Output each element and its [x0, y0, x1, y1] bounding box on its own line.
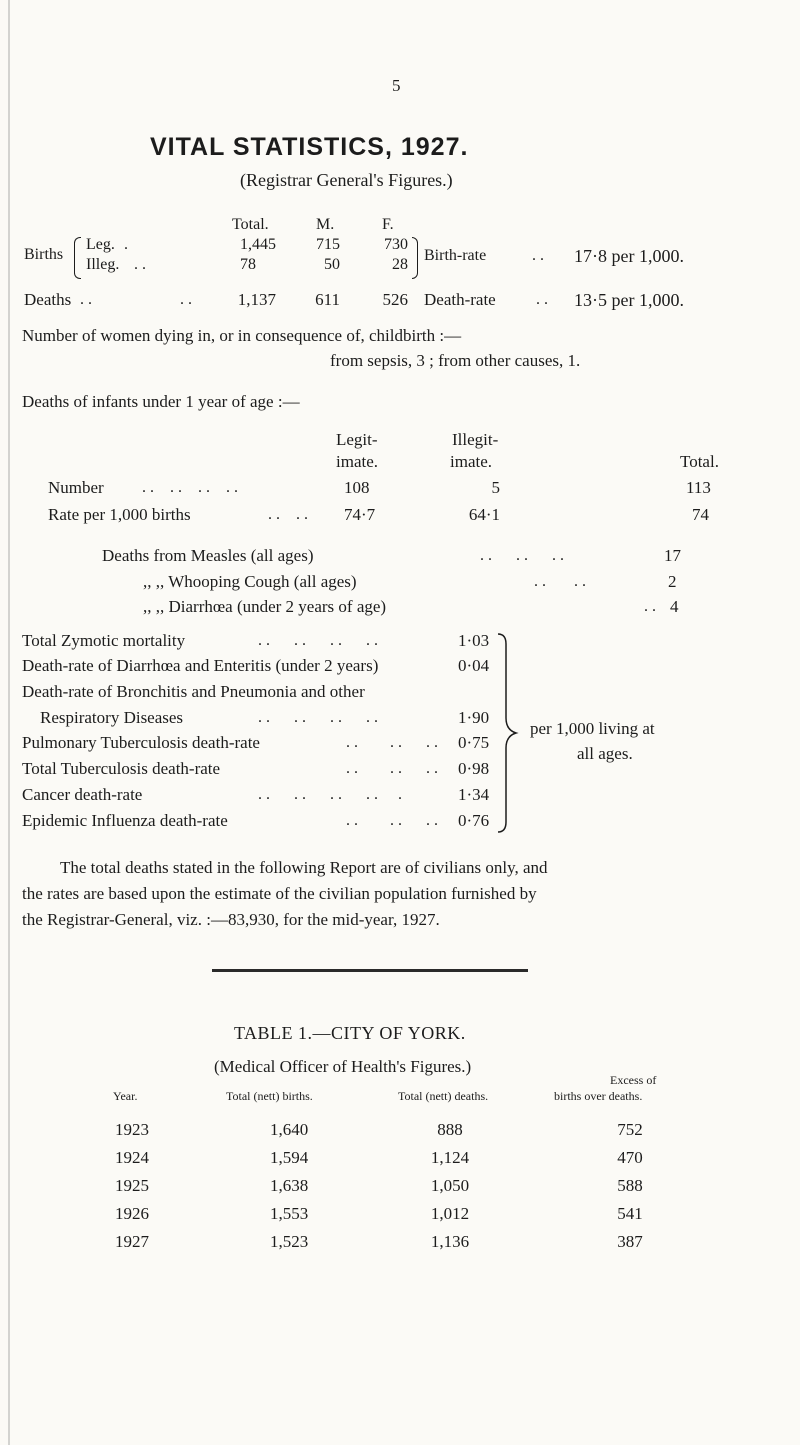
paragraph-line-2: the rates are based upon the estimate of the civilian population furnished by: [22, 884, 537, 903]
deaths-female: 526: [382, 290, 408, 309]
page-subtitle: (Registrar General's Figures.): [240, 170, 453, 190]
page-margin-shadow: [8, 0, 10, 1445]
infant-row-label: Rate per 1,000 births: [48, 505, 191, 524]
cell-excess: 588: [617, 1176, 643, 1195]
cause-diarrhoea-value: 4: [670, 597, 679, 616]
cell-year: 1925: [115, 1176, 149, 1195]
table1-title: TABLE 1.—CITY OF YORK.: [234, 1023, 466, 1043]
col-legit-line2: imate.: [336, 452, 379, 471]
table1-header-excess-2: births over deaths.: [554, 1089, 643, 1103]
infant-rate-total: 74: [692, 505, 709, 524]
birth-rate-label: Birth-rate: [424, 247, 487, 264]
dot-leader: . . . .: [268, 506, 308, 523]
cell-deaths: 1,012: [430, 1204, 470, 1223]
dot-leader: . .: [80, 291, 92, 308]
page-number: 5: [392, 76, 401, 95]
maternal-line-2: from sepsis, 3 ; from other causes, 1.: [330, 351, 581, 370]
infant-row-label: Number: [48, 478, 104, 497]
dot-leader: . .: [644, 598, 656, 615]
infant-number-illegit: 5: [491, 478, 500, 497]
rates-note-line1: per 1,000 living at: [530, 719, 655, 738]
rate-zymotic-label: Total Zymotic mortality: [22, 631, 186, 650]
dot-leader: . . . . . .: [346, 812, 438, 829]
rate-total-tb-label: Total Tuberculosis death-rate: [22, 759, 221, 778]
header-male: M.: [316, 216, 335, 233]
rate-diarrhoea-label: Death-rate of Diarrhœa and Enteritis (under 2 years): [22, 656, 379, 675]
rate-influenza-label: Epidemic Influenza death-rate: [22, 811, 228, 830]
infant-number-legit: 108: [344, 478, 370, 497]
col-illegit-line2: imate.: [450, 452, 493, 471]
dot-leader: . .: [134, 256, 146, 273]
dot-leader: . .: [532, 247, 544, 264]
cell-births: 1,640: [270, 1120, 309, 1139]
rate-bronchitis-label-2: Respiratory Diseases: [40, 708, 184, 727]
rate-pulmonary-tb-label: Pulmonary Tuberculosis death-rate: [22, 733, 260, 752]
cell-excess: 387: [617, 1232, 643, 1251]
cell-births: 1,553: [270, 1204, 309, 1223]
cell-year: 1926: [115, 1204, 149, 1223]
rates-note-line2: all ages.: [577, 744, 633, 763]
page-title: VITAL STATISTICS, 1927.: [150, 133, 469, 161]
rate-influenza-value: 0·76: [458, 811, 490, 830]
rate-total-tb-value: 0·98: [458, 759, 490, 778]
dot-leader: . . . . . .: [346, 734, 438, 751]
birth-rate-value: 17·8 per 1,000.: [574, 246, 684, 266]
cell-excess: 470: [617, 1148, 643, 1167]
deaths-male: 611: [315, 290, 340, 309]
table1-header-year: Year.: [113, 1089, 138, 1103]
death-rate-value: 13·5 per 1,000.: [574, 290, 684, 310]
dot-leader: . . . . . . . .: [258, 632, 378, 649]
dot-leader: . . . . . . . . .: [258, 786, 402, 803]
dot-leader: . . . . . . . .: [258, 709, 378, 726]
header-female: F.: [382, 216, 394, 233]
col-legit-line1: Legit-: [336, 430, 378, 449]
cause-whooping-cough: ,, ,, Whooping Cough (all ages): [143, 572, 357, 591]
cause-measles: Deaths from Measles (all ages): [102, 546, 314, 565]
cell-excess: 752: [617, 1120, 643, 1139]
birth-rate-brace: [412, 237, 418, 279]
rate-cancer-label: Cancer death-rate: [22, 785, 143, 804]
cell-deaths: 888: [437, 1120, 463, 1139]
table1-header-births: Total (nett) births.: [226, 1089, 313, 1103]
cell-excess: 541: [617, 1204, 643, 1223]
cause-measles-value: 17: [664, 546, 681, 565]
legit-label: Leg.: [86, 236, 115, 253]
rate-bronchitis-value: 1·90: [458, 708, 490, 727]
dot-leader: . . . . . .: [480, 547, 564, 564]
cell-births: 1,638: [270, 1176, 309, 1195]
header-total: Total.: [232, 216, 269, 233]
births-label: Births: [24, 246, 64, 263]
cause-diarrhoea: ,, ,, Diarrhœa (under 2 years of age): [143, 597, 387, 616]
infant-rate-illegit: 64·1: [468, 505, 500, 524]
dot-leader: . . . . . . . .: [142, 479, 238, 496]
dot-leader: . .: [180, 291, 192, 308]
cell-births: 1,594: [270, 1148, 309, 1167]
rates-brace: [494, 630, 520, 836]
dot-leader: . . . .: [534, 573, 586, 590]
infant-heading: Deaths of infants under 1 year of age :—: [22, 392, 300, 411]
cell-year: 1924: [115, 1148, 149, 1167]
legit-female: 730: [384, 236, 408, 253]
illeg-female: 28: [392, 256, 408, 273]
section-divider: [212, 969, 528, 972]
illeg-male: 50: [324, 256, 340, 273]
infant-number-total: 113: [686, 478, 711, 497]
illeg-label: Illeg.: [86, 256, 120, 273]
deaths-total: 1,137: [237, 290, 276, 309]
cell-deaths: 1,124: [430, 1148, 470, 1167]
dot-leader: . .: [536, 291, 548, 308]
table1-subtitle: (Medical Officer of Health's Figures.): [214, 1057, 472, 1076]
legit-total: 1,445: [240, 236, 276, 253]
rate-diarrhoea-value: 0·04: [458, 656, 490, 675]
cause-whooping-cough-value: 2: [668, 572, 677, 591]
infant-rate-legit: 74·7: [344, 505, 376, 524]
rate-pulmonary-tb-value: 0·75: [458, 733, 490, 752]
cell-deaths: 1,136: [430, 1232, 470, 1251]
cell-year: 1927: [115, 1232, 149, 1251]
maternal-line-1: Number of women dying in, or in consequence of, childbirth :—: [22, 326, 462, 345]
cell-year: 1923: [115, 1120, 149, 1139]
paragraph-line-1: The total deaths stated in the following Report are of civilians only, and: [60, 858, 548, 877]
dot-leader: .: [124, 236, 128, 253]
legit-male: 715: [316, 236, 340, 253]
births-brace: [74, 237, 81, 279]
col-total: Total.: [680, 452, 719, 471]
table1-header-excess-1: Excess of: [610, 1073, 657, 1087]
cell-births: 1,523: [270, 1232, 309, 1251]
cell-deaths: 1,050: [430, 1176, 470, 1195]
rate-cancer-value: 1·34: [458, 785, 490, 804]
rate-bronchitis-label: Death-rate of Bronchitis and Pneumonia and other: [22, 682, 365, 701]
deaths-label: Deaths: [24, 290, 72, 309]
table1-header-deaths: Total (nett) deaths.: [398, 1089, 489, 1103]
illeg-total: 78: [240, 256, 256, 273]
rate-zymotic-value: 1·03: [458, 631, 490, 650]
dot-leader: . . . . . .: [346, 760, 438, 777]
death-rate-label: Death-rate: [424, 290, 496, 309]
paragraph-line-3: the Registrar-General, viz. :—83,930, for the mid-year, 1927.: [22, 910, 440, 929]
col-illegit-line1: Illegit-: [452, 430, 499, 449]
